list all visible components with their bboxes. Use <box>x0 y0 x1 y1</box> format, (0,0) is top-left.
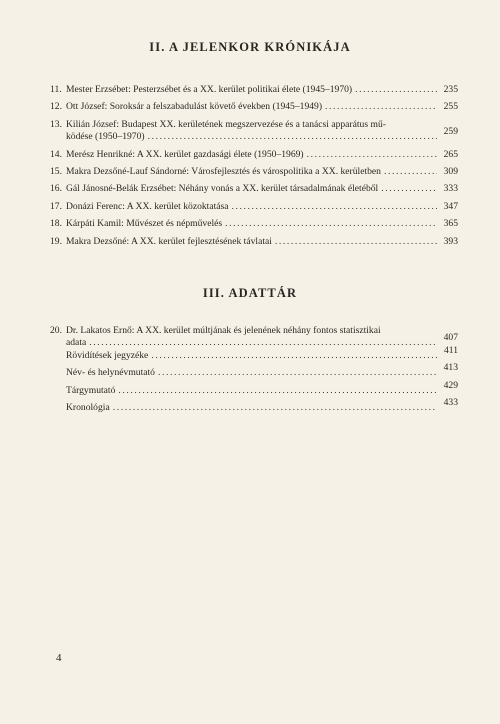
entry-number: 18. <box>50 218 62 229</box>
entry-title-continuation: ködése (1950–1970) <box>66 131 145 142</box>
entry-title: Kronológia <box>66 402 110 413</box>
entry-page-number: 259 <box>443 126 458 137</box>
entry-page-number: 407 <box>443 332 458 343</box>
entry-page-number: 413 <box>443 362 458 373</box>
entry-title: Makra Dezsőné-Lauf Sándorné: Városfejlesztés és várospolitika a XX. kerületben <box>66 166 381 177</box>
entry-page-number: 333 <box>443 183 458 194</box>
page-number: 4 <box>56 652 62 664</box>
entry-title: Dr. Lakatos Ernő: A XX. kerület múltjának és jelenének néhány fontos statisztikai <box>66 325 381 336</box>
entry-page-number: 255 <box>443 101 458 112</box>
entry-title: Kilián József: Budapest XX. kerületének megszervezése és a tanácsi apparátus mű- <box>66 119 386 130</box>
entry-title: Mester Erzsébet: Pesterzsébet és a XX. kerület politikai élete (1945–1970) <box>66 84 353 95</box>
entry-number: 12. <box>50 101 62 112</box>
entry-number: 16. <box>50 183 62 194</box>
entry-page-number: 309 <box>443 166 458 177</box>
entry-number: 11. <box>50 84 62 95</box>
entry-title: Név- és helynévmutató <box>66 367 155 378</box>
entry-page-number: 235 <box>443 84 458 95</box>
entry-title: Donázi Ferenc: A XX. kerület közoktatása <box>66 201 229 212</box>
entry-page-number: 265 <box>443 149 458 160</box>
entry-title: Merész Henrikné: A XX. kerület gazdasági élete (1950–1969) <box>66 149 304 160</box>
entry-number: 17. <box>50 201 62 212</box>
entry-page-number: 393 <box>443 236 458 247</box>
entry-title: Rövidítések jegyzéke <box>66 350 149 361</box>
entry-title: Gál Jánosné-Belák Erzsébet: Néhány vonás a XX. kerület társadalmának életéből <box>66 183 379 194</box>
entry-number: 19. <box>50 236 62 247</box>
entry-page-number: 411 <box>443 345 458 356</box>
section-title-jelenkor-kronikaja: II. A JELENKOR KRÓNIKÁJA <box>149 40 351 54</box>
entry-title: Ott József: Soroksár a felszabadulást követő években (1945–1949) <box>66 101 323 112</box>
entry-title: Tárgymutató <box>66 385 116 396</box>
entry-number: 15. <box>50 166 62 177</box>
entry-page-number: 365 <box>443 218 458 229</box>
entry-page-number: 347 <box>443 201 458 212</box>
entry-title: Kárpáti Kamil: Művészet és népművelés <box>66 218 223 229</box>
entry-number: 20. <box>50 325 62 336</box>
entry-title: Makra Dezsőné: A XX. kerület fejlesztésének távlatai <box>66 236 272 247</box>
entry-number: 13. <box>50 119 62 130</box>
entry-number: 14. <box>50 149 62 160</box>
entry-page-number: 429 <box>443 380 458 391</box>
entry-title-continuation: adata <box>66 337 87 348</box>
section-title-adattar: III. ADATTÁR <box>202 286 298 300</box>
entry-page-number: 433 <box>443 397 458 408</box>
